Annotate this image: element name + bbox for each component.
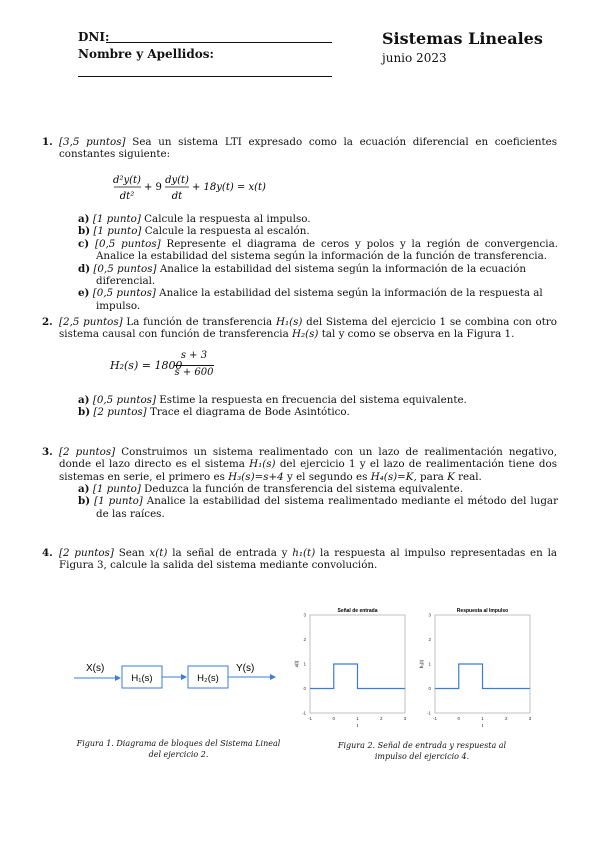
q3-text (59, 446, 557, 483)
plot2-ytick: -1 (426, 710, 431, 716)
q4-text-a: Sean (118, 547, 145, 559)
q3-item-b-points: [1 punto] (94, 495, 143, 508)
q2-text (59, 316, 557, 341)
q2-eq-lhs: H₂(s) = 1800 (110, 359, 183, 372)
q2-items (78, 394, 558, 419)
plot2-xtick: 3 (528, 716, 532, 721)
q2-item-b-points: [2 puntos] (93, 406, 147, 419)
q1-item-b-label: b) (78, 225, 91, 238)
q2-text-b: del Sistema del ejercicio 1 se combina con otro sistema causal con función de transferencia (59, 316, 557, 341)
q1-item-a-label: a) (78, 213, 90, 225)
plot2-xtick: 0 (457, 716, 461, 721)
q1-item-d-label: d) (78, 262, 91, 275)
q3-item-b (78, 495, 558, 520)
q3-item-a-text: Deduzca la función de transferencia del sistema equivalente. (144, 483, 463, 495)
q3-k: K (447, 470, 455, 483)
q2-item-a-text: Estime la respuesta en frecuencia del sistema equivalente. (159, 394, 467, 406)
figure2-plots (290, 605, 550, 730)
q1-item-e-text: Analice la estabilidad del sistema según la información de la respuesta al impulso. (96, 287, 543, 312)
plot2-ytick: 2 (428, 637, 431, 642)
q3-h1: H₁(s) (249, 458, 276, 471)
q2-number: 2. (42, 316, 53, 328)
plot2-ytick: 3 (428, 612, 431, 618)
q1-statement: Sea un sistema LTI expresado como la ecuación diferencial en coeficientes constantes siguiente: (59, 136, 558, 161)
q1-item-a (78, 213, 558, 225)
q2-eq-bar (174, 365, 214, 366)
q3-number: 3. (42, 446, 53, 458)
plot1-xtick: -1 (307, 716, 313, 721)
q1-text (59, 136, 557, 161)
q3-item-b-label: b) (78, 495, 91, 508)
q4-x: x(t) (149, 547, 168, 559)
fig1-output-label: Y(s) (236, 663, 255, 674)
q3-item-a-label: a) (78, 483, 90, 495)
figure2-caption: Figura 2. Señal de entrada y respuesta al impulso del ejercicio 4. (337, 741, 507, 761)
svg-text:dt: dt (171, 191, 183, 202)
plot1-xtick: 0 (332, 716, 336, 721)
plot1-xtick: 2 (379, 716, 383, 721)
plot1-xtick: 3 (403, 716, 407, 721)
q1-item-e-points: [0,5 puntos] (92, 287, 156, 300)
q2-item-a-label: a) (78, 394, 90, 406)
q1-item-b-points: [1 punto] (93, 225, 142, 238)
svg-text:+ 9: + 9 (144, 182, 162, 193)
plot1-xlabel: t (356, 723, 359, 728)
q4-points: [2 puntos] (59, 547, 114, 559)
fig1-block-h2-label: H₂(s) (197, 673, 219, 684)
plot2-xlabel: t (481, 723, 484, 728)
dni-label: DNI: (78, 30, 110, 44)
plot2-xtick: -1 (432, 716, 438, 721)
plot1-ytick: -1 (301, 710, 306, 716)
q2-item-b (78, 406, 558, 419)
block-diagram-svg (70, 655, 280, 695)
q3-h4: H₄(s)=K, (370, 470, 417, 483)
q1-equation-svg (113, 172, 303, 204)
plot1-title: Señal de entrada (337, 608, 378, 614)
q1-item-d-points: [0,5 puntos] (93, 262, 157, 275)
q3-h3: H₃(s)=s+4 (228, 470, 284, 483)
q2-text-c: tal y como se observa en la Figura 1. (321, 328, 515, 341)
figure1-caption: Figura 1. Diagrama de bloques del Sistema Lineal del ejercicio 2. (76, 739, 281, 759)
plot2-xtick: 1 (481, 716, 484, 721)
q3-item-a (78, 483, 558, 495)
q1-item-a-text: Calcule la respuesta al impulso. (144, 213, 311, 225)
svg-text:dy(t): dy(t) (165, 175, 189, 186)
plot1-ytick: 1 (303, 661, 306, 667)
q1-item-c-points: [0,5 puntos] (94, 237, 161, 250)
q2-h2: H₂(s) (292, 328, 319, 341)
q3-text-d: para (420, 470, 444, 483)
q3-items (78, 483, 558, 520)
plot2-ylabel: h₁(t) (419, 659, 424, 669)
q2-h1: H₁(s) (275, 316, 303, 328)
plot1-ytick: 3 (303, 612, 306, 618)
plot2-xtick: 2 (504, 716, 508, 721)
svg-text:d²y(t): d²y(t) (113, 175, 141, 186)
q1-item-c-text: Represente el diagrama de ceros y polos y la región de convergencia. Analice la estabilidad del sistema según la información de la función de transferencia. (96, 237, 558, 263)
plot2-title: Respuesta al Impulso (456, 608, 509, 614)
q3-text-e: real. (458, 470, 482, 483)
q4-text (59, 547, 557, 572)
q2-text-a: La función de transferencia (126, 316, 273, 328)
q3-text-b: del ejercicio 1 y el lazo de realimentación tiene dos sistemas en serie, el primero es (59, 458, 557, 483)
plot2-ytick: 0 (428, 686, 431, 691)
fig1-input-label: X(s) (86, 663, 105, 674)
q1-item-c (78, 237, 558, 263)
q2-item-b-text: Trace el diagrama de Bode Asintótico. (149, 406, 350, 419)
svg-text:+ 18y(t) = x(t): + 18y(t) = x(t) (192, 182, 266, 193)
q3-text-c: y el segundo es (286, 470, 368, 483)
q4-h: h₁(t) (292, 547, 316, 559)
q1-item-b (78, 225, 558, 238)
q4-text-b: la señal de entrada y (172, 547, 288, 559)
q1-item-b-text: Calcule la respuesta al escalón. (144, 225, 310, 238)
q2-points: [2,5 puntos] (59, 316, 123, 328)
q1-items (78, 213, 558, 312)
q1-item-d (78, 262, 558, 288)
q1-equation (113, 172, 303, 208)
q1-item-d-text: Analice la estabilidad del sistema según la información de la ecuación diferencial. (96, 262, 527, 288)
plot1-ylabel: x(t) (294, 660, 299, 668)
q4-number: 4. (42, 547, 53, 559)
figure1-diagram (70, 655, 280, 699)
name-label: Nombre y Apellidos: (78, 47, 214, 61)
q1-item-c-label: c) (78, 237, 90, 250)
q2-item-a-points: [0,5 puntos] (92, 394, 156, 406)
q4-text-c: la respuesta al impulso representadas en la Figura 3, calcule la salida del sistema mediante convolución. (59, 547, 558, 572)
q2-eq-den: s + 600 (174, 367, 214, 378)
exam-date: junio 2023 (382, 51, 447, 65)
q3-item-b-text: Analice la estabilidad del sistema realimentado mediante el método del lugar de las raíces. (96, 495, 558, 520)
q1-item-e-label: e) (78, 287, 90, 300)
q2-eq-num: s + 3 (180, 350, 208, 361)
q1-item-e (78, 287, 558, 312)
q3-text-a: Construimos un sistema realimentado con un lazo de realimentación negativo, donde el lazo directo es el sistema (59, 446, 557, 471)
q3-item-a-points: [1 punto] (92, 483, 141, 495)
plot2-ytick: 1 (428, 661, 431, 667)
dni-line (106, 42, 332, 43)
subject-title: Sistemas Lineales (382, 29, 543, 48)
name-line (78, 76, 332, 77)
q3-points: [2 puntos] (59, 446, 116, 458)
q1-item-a-points: [1 punto] (92, 213, 141, 225)
q2-item-a (78, 394, 558, 406)
q2-item-b-label: b) (78, 406, 91, 419)
svg-text:dt²: dt² (119, 191, 135, 202)
plot1-xtick: 1 (356, 716, 359, 721)
q1-number: 1. (42, 136, 53, 148)
fig1-block-h1-label: H₁(s) (131, 673, 153, 684)
plot1-ytick: 2 (303, 637, 306, 642)
plot1-ytick: 0 (303, 686, 306, 691)
q1-points: [3,5 puntos] (59, 136, 126, 148)
